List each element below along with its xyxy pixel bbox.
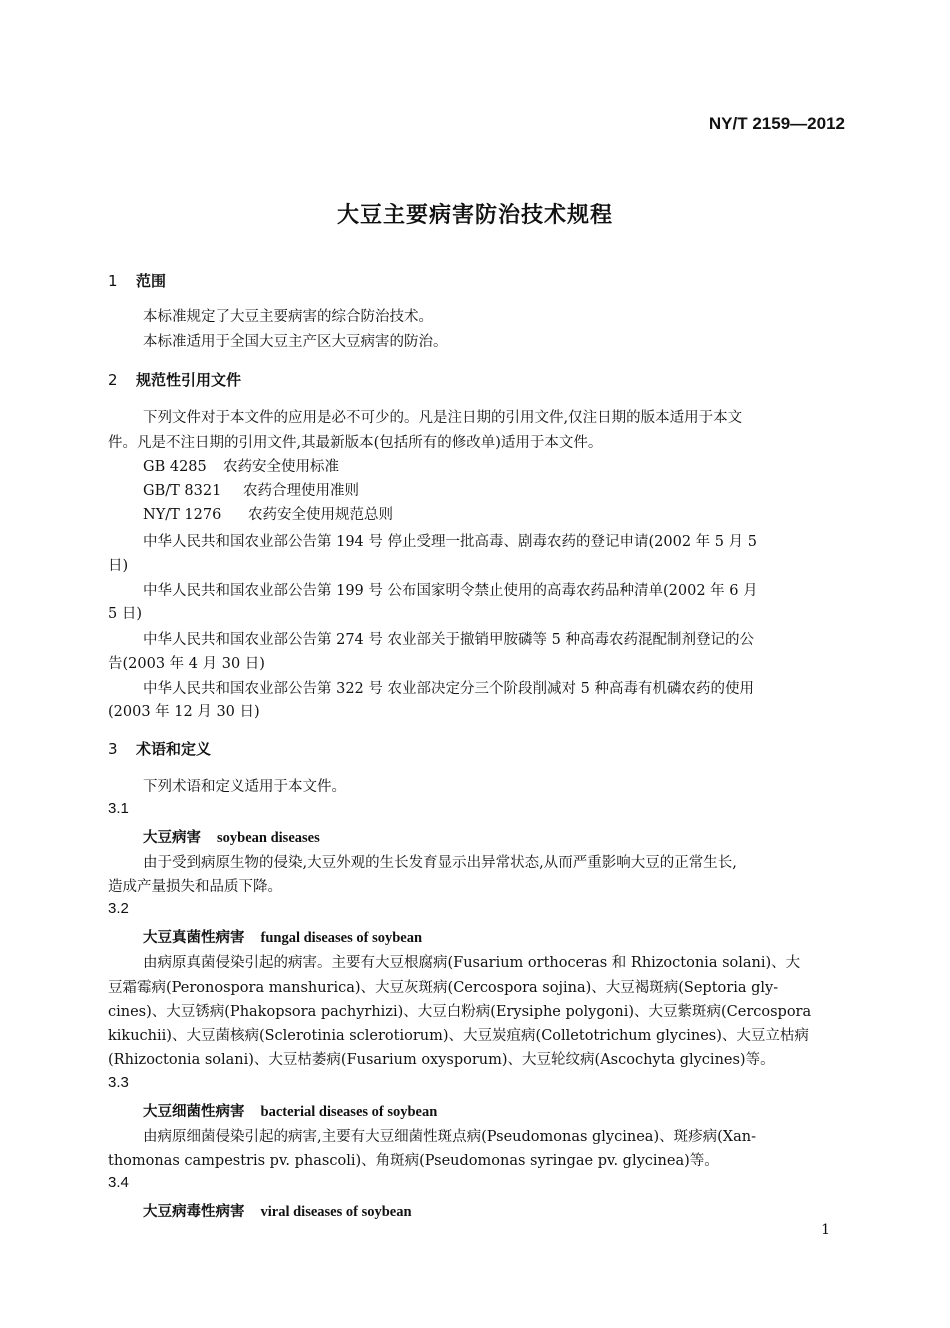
reference-code: GB 4285: [143, 459, 207, 475]
subsection-number: 3.2: [108, 900, 129, 917]
reference-code: NY/T 1276: [143, 507, 222, 523]
term-english: viral diseases of soybean: [260, 1204, 412, 1220]
announcement-line: 中华人民共和国农业部公告第 199 号 公布国家明令禁止使用的高毒农药品种清单(2002 年 6 月: [143, 583, 758, 599]
section-title: 术语和定义: [136, 740, 212, 758]
section-2-heading: [108, 369, 241, 390]
definition-line: thomonas campestris pv. phascoli)、角斑病(Pseudomonas syringae pv. glycinea)等。: [108, 1153, 719, 1169]
announcement-line: 告(2003 年 4 月 30 日): [108, 656, 265, 672]
paragraph: 本标准规定了大豆主要病害的综合防治技术。: [143, 309, 433, 325]
announcement-line: 中华人民共和国农业部公告第 322 号 农业部决定分三个阶段削减对 5 种高毒有机磷农药的使用: [143, 681, 754, 697]
definition-line: 豆霜霉病(Peronospora manshurica)、大豆灰斑病(Cercospora sojina)、大豆褐斑病(Septoria gly-: [108, 980, 779, 996]
subsection-number: 3.3: [108, 1074, 129, 1091]
document-title: 大豆主要病害防治技术规程: [336, 203, 613, 228]
section-number: 1: [108, 272, 118, 290]
term-heading: [143, 1200, 412, 1221]
reference-item: [143, 503, 393, 524]
term-heading: [143, 926, 422, 947]
reference-title: 农药安全使用规范总则: [248, 507, 393, 523]
subsection-number: 3.1: [108, 800, 129, 817]
announcement-line: 5 日): [108, 606, 142, 622]
definition-line: kikuchii)、大豆菌核病(Sclerotinia sclerotiorum)、大豆炭疽病(Colletotrichum glycines)、大豆立枯病: [108, 1028, 809, 1044]
section-3-heading: [108, 738, 211, 759]
paragraph: 下列文件对于本文件的应用是必不可少的。凡是注日期的引用文件,仅注日期的版本适用于本文: [143, 410, 743, 426]
paragraph: 下列术语和定义适用于本文件。: [143, 779, 346, 795]
definition-line: 由于受到病原生物的侵染,大豆外观的生长发育显示出异常状态,从而严重影响大豆的正常生长,: [143, 855, 737, 871]
section-number: 2: [108, 371, 118, 389]
subsection-number: 3.4: [108, 1174, 129, 1191]
section-1-heading: [108, 270, 166, 291]
term-chinese: 大豆病害: [143, 830, 201, 846]
definition-line: 由病原真菌侵染引起的病害。主要有大豆根腐病(Fusarium orthoceras 和 Rhizoctonia solani)、大: [143, 955, 801, 971]
term-english: soybean diseases: [217, 830, 320, 846]
reference-code: GB/T 8321: [143, 483, 222, 499]
definition-line: cines)、大豆锈病(Phakopsora pachyrhizi)、大豆白粉病(Erysiphe polygoni)、大豆紫斑病(Cercospora: [108, 1004, 812, 1020]
reference-item: [143, 455, 339, 476]
reference-title: 农药合理使用准则: [243, 483, 359, 499]
standard-number: NY/T 2159—2012: [708, 114, 845, 133]
announcement-line: 日): [108, 558, 129, 574]
announcement-line: (2003 年 12 月 30 日): [108, 704, 260, 720]
definition-line: 由病原细菌侵染引起的病害,主要有大豆细菌性斑点病(Pseudomonas glycinea)、斑疹病(Xan-: [143, 1129, 756, 1145]
term-chinese: 大豆真菌性病害: [143, 930, 245, 946]
announcement-line: 中华人民共和国农业部公告第 274 号 农业部关于撤销甲胺磷等 5 种高毒农药混配制剂登记的公: [143, 632, 754, 648]
term-heading: [143, 1100, 437, 1121]
section-title: 规范性引用文件: [136, 371, 242, 389]
term-chinese: 大豆细菌性病害: [143, 1104, 245, 1120]
term-english: bacterial diseases of soybean: [260, 1104, 438, 1120]
definition-line: 造成产量损失和品质下降。: [108, 879, 282, 895]
reference-title: 农药安全使用标准: [223, 459, 339, 475]
section-number: 3: [108, 740, 118, 758]
reference-item: [143, 479, 359, 500]
paragraph: 件。凡是不注日期的引用文件,其最新版本(包括所有的修改单)适用于本文件。: [108, 435, 603, 451]
term-english: fungal diseases of soybean: [260, 930, 423, 946]
term-chinese: 大豆病毒性病害: [143, 1204, 245, 1220]
paragraph: 本标准适用于全国大豆主产区大豆病害的防治。: [143, 334, 448, 350]
announcement-line: 中华人民共和国农业部公告第 194 号 停止受理一批高毒、剧毒农药的登记申请(2002 年 5 月 5: [143, 534, 757, 550]
definition-line: (Rhizoctonia solani)、大豆枯萎病(Fusarium oxysporum)、大豆轮纹病(Ascochyta glycines)等。: [108, 1052, 775, 1068]
page-number: 1: [821, 1222, 830, 1238]
term-heading: [143, 826, 320, 847]
section-title: 范围: [136, 272, 167, 290]
